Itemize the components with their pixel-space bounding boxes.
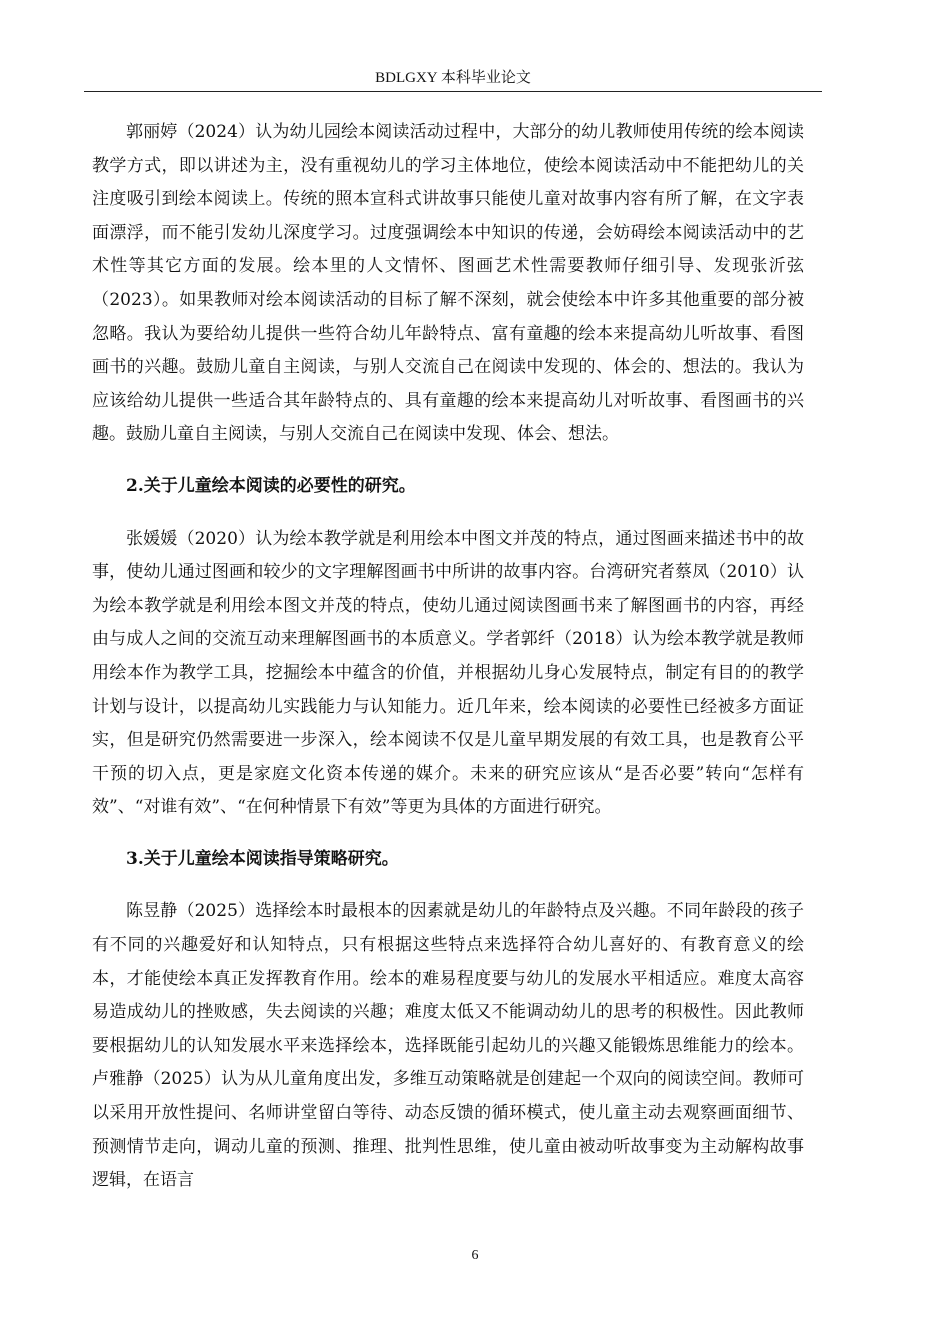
paragraph-chen-yujing: 陈昱静（2025）选择绘本时最根本的因素就是幼儿的年龄特点及兴趣。不同年龄段的孩子有不同的兴趣爱好和认知特点，只有根据这些特点来选择符合幼儿喜好的、有教育意义的绘本，才能使绘本真正发挥教育作用。绘本的难易程度要与幼儿的发展水平相适应。难度太高容易造成幼儿的挫败感，失去阅读的兴趣；难度太低又不能调动幼儿的思考的积极性。因此教师要根据幼儿的认知发展水平来选择绘本，选择既能引起幼儿的兴趣又能锻炼思维能力的绘本。卢雅静（2025）认为从儿童角度出发，多维互动策略就是创建起一个双向的阅读空间。教师可以采用开放性提问、名师讲堂留白等待、动态反馈的循环模式，使儿童主动去观察画面细节、预测情节走向，调动儿童的预测、推理、批判性思维，使儿童由被动听故事变为主动解构故事逻辑，在语言 xyxy=(92,901,804,1191)
page-header: BDLGXY 本科毕业论文 xyxy=(375,70,531,86)
header-divider xyxy=(84,91,822,92)
paragraph-guo-liting: 郭丽婷（2024）认为幼儿园绘本阅读活动过程中，大部分的幼儿教师使用传统的绘本阅读教学方式，即以讲述为主，没有重视幼儿的学习主体地位，使绘本阅读活动中不能把幼儿的关注度吸引到绘本阅读上。传统的照本宣科式讲故事只能使儿童对故事内容有所了解，在文字表面漂浮，而不能引发幼儿深度学习。过度强调绘本中知识的传递，会妨碍绘本阅读活动中的艺术性等其它方面的发展。绘本里的人文情怀、图画艺术性需要教师仔细引导、发现张沂弦（2023）。如果教师对绘本阅读活动的目标了解不深刻，就会使绘本中许多其他重要的部分被忽略。我认为要给幼儿提供一些符合幼儿年龄特点、富有童趣的绘本来提高幼儿听故事、看图画书的兴趣。鼓励儿童自主阅读，与别人交流自己在阅读中发现的、体会的、想法的。我认为应该给幼儿提供一些适合其年龄特点的、具有童趣的绘本来提高幼儿对听故事、看图画书的兴趣。鼓励儿童自主阅读，与别人交流自己在阅读中发现、体会、想法。 xyxy=(92,122,804,445)
section-heading-strategy: 3.关于儿童绘本阅读指导策略研究。 xyxy=(126,848,399,869)
document-body xyxy=(92,116,804,1198)
page-number: 6 xyxy=(471,1248,479,1263)
paragraph-zhang-yuanyuan: 张媛媛（2020）认为绘本教学就是利用绘本中图文并茂的特点，通过图画来描述书中的故事，使幼儿通过图画和较少的文字理解图画书中所讲的故事内容。台湾研究者蔡凤（2010）认为绘本教学就是利用绘本图文并茂的特点，使幼儿通过阅读图画书来了解图画书的内容，再经由与成人之间的交流互动来理解图画书的本质意义。学者郭纤（2018）认为绘本教学就是教师用绘本作为教学工具，挖掘绘本中蕴含的价值，并根据幼儿身心发展特点，制定有目的的教学计划与设计，以提高幼儿实践能力与认知能力。近几年来，绘本阅读的必要性已经被多方面证实，但是研究仍然需要进一步深入，绘本阅读不仅是儿童早期发展的有效工具，也是教育公平干预的切入点，更是家庭文化资本传递的媒介。未来的研究应该从“是否必要”转向“怎样有效”、“对谁有效”、“在何种情景下有效”等更为具体的方面进行研究。 xyxy=(92,528,804,818)
section-heading-necessity: 2.关于儿童绘本阅读的必要性的研究。 xyxy=(126,475,416,496)
